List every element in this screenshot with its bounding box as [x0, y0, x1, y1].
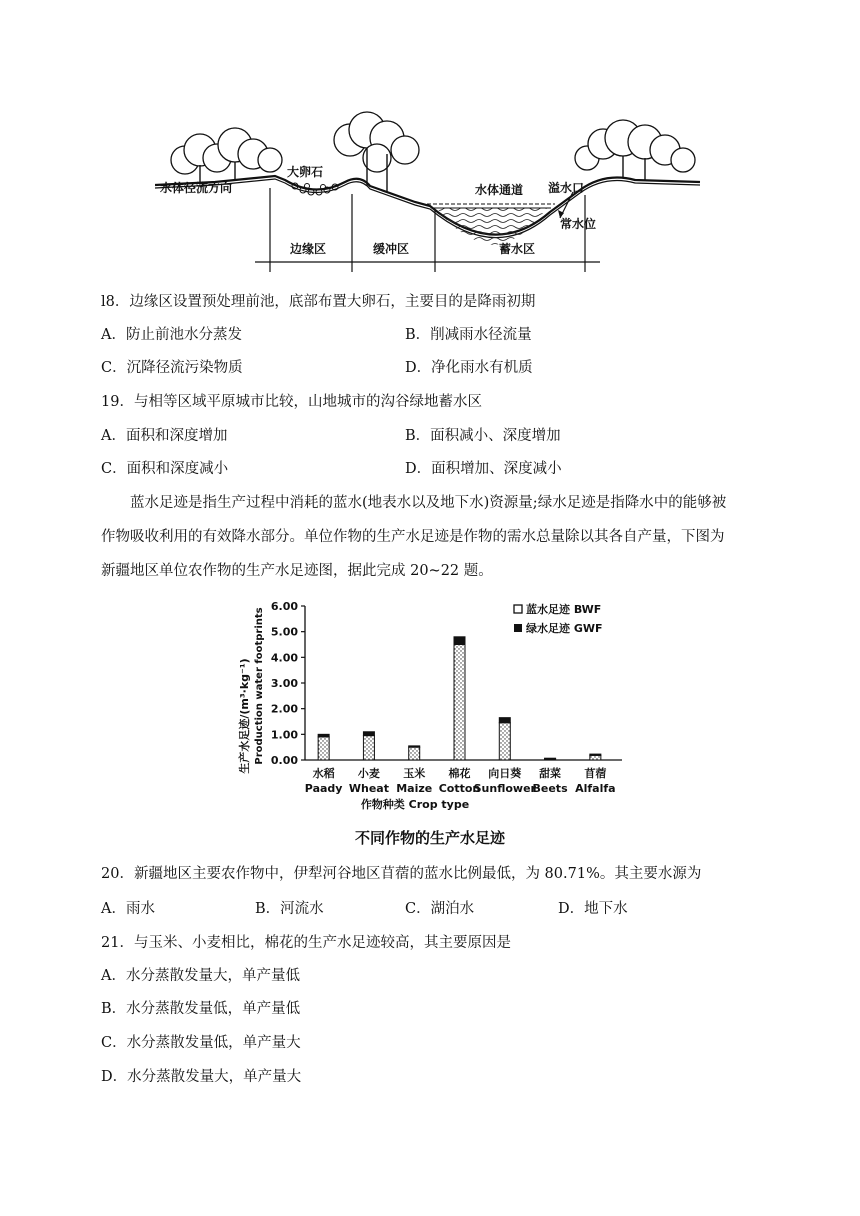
x-tick-label-cn: 水稻 [312, 767, 335, 780]
q19-option-d[interactable]: D．面积增加、深度减小 [405, 461, 562, 477]
x-tick-label-en: Maize [396, 782, 433, 795]
q20-option-a[interactable]: A．雨水 [101, 901, 155, 917]
zone-buffer-label: 缓冲区 [373, 242, 410, 256]
passage-line-3: 新疆地区单位农作物的生产水足迹图，据此完成 20~22 题。 [101, 563, 493, 579]
legend-swatch-gwf [514, 624, 522, 632]
y-tick-label: 0.00 [270, 754, 298, 767]
q20-stem: 20．新疆地区主要农作物中，伊犁河谷地区苜蓿的蓝水比例最低，为 80.71%。其主要水源为 [101, 866, 702, 882]
y-axis-label-en: Production water footprints [254, 607, 265, 765]
zone-edge-label: 边缘区 [290, 242, 327, 256]
bar-gwf-cotton [454, 637, 465, 645]
x-tick-label-en: Beets [532, 782, 568, 795]
x-tick-label-cn: 玉米 [403, 767, 426, 780]
q18-stem: l8．边缘区设置预处理前池，底部布置大卵石，主要目的是降雨初期 [101, 294, 536, 310]
bar-gwf-sunflower [499, 718, 510, 723]
x-tick-label-cn: 向日葵 [488, 767, 522, 780]
q18-option-d[interactable]: D．净化雨水有机质 [405, 360, 533, 376]
zone-dividers [255, 188, 600, 272]
q19-option-c[interactable]: C．面积和深度减小 [101, 461, 229, 477]
bar-gwf-alfalfa [590, 754, 601, 755]
overflow-label: 溢水口 [548, 181, 585, 195]
q19-option-b[interactable]: B．面积减小、深度增加 [405, 428, 561, 444]
x-tick-label-cn: 小麦 [357, 767, 380, 780]
q21-stem: 21．与玉米、小麦相比，棉花的生产水足迹较高，其主要原因是 [101, 935, 511, 951]
q20-option-c[interactable]: C．湖泊水 [405, 901, 475, 917]
x-tick-label-cn: 苜蓿 [584, 767, 607, 780]
q21-option-a[interactable]: A．水分蒸散发量大，单产量低 [101, 968, 300, 984]
bar-bwf-cotton [454, 645, 465, 761]
x-tick-label-en: Wheat [348, 782, 389, 795]
zone-storage-label: 蓄水区 [499, 242, 536, 256]
y-tick-label: 3.00 [270, 677, 298, 690]
q21-option-c[interactable]: C．水分蒸散发量低，单产量大 [101, 1035, 301, 1051]
bar-gwf-maize [409, 746, 420, 747]
ground-profile [155, 176, 700, 235]
x-tick-label-cn: 甜菜 [539, 767, 562, 780]
q19-option-a[interactable]: A．面积和深度增加 [101, 428, 228, 444]
x-axis-label: 作物种类 Crop type [360, 798, 470, 811]
bar-bwf-maize [409, 747, 420, 760]
y-tick-label: 5.00 [270, 625, 298, 639]
q18-option-a[interactable]: A．防止前池水分蒸发 [101, 327, 242, 343]
q21-option-b[interactable]: B．水分蒸散发量低，单产量低 [101, 1001, 301, 1017]
x-tick-label-cn: 棉花 [448, 767, 471, 780]
bar-bwf-sunflower [499, 723, 510, 760]
water-footprint-chart [230, 596, 630, 816]
q20-option-b[interactable]: B．河流水 [255, 901, 324, 917]
x-tick-label-en: Sunflower [473, 782, 536, 795]
bar-bwf-paady [318, 737, 329, 760]
y-tick-label: 4.00 [270, 651, 298, 665]
chart-legend [514, 602, 603, 635]
bar-gwf-paady [318, 734, 329, 737]
water-channel-label: 水体通道 [475, 183, 524, 197]
q21-option-d[interactable]: D．水分蒸散发量大，单产量大 [101, 1069, 302, 1085]
y-tick-label: 2.00 [270, 702, 298, 716]
bar-gwf-wheat [363, 732, 374, 736]
legend-swatch-bwf [514, 605, 522, 613]
x-tick-label-en: Cotton [438, 782, 481, 795]
storage-water [437, 208, 547, 245]
bar-bwf-alfalfa [590, 755, 601, 760]
q20-option-d[interactable]: D．地下水 [558, 901, 628, 917]
flow-direction-label: 水体径流方向 [160, 181, 233, 195]
legend-label-bwf: 蓝水足迹 BWF [526, 603, 602, 616]
y-tick-label: 6.00 [270, 600, 298, 613]
x-tick-label-en: Alfalfa [575, 782, 616, 795]
big-pebbles-label: 大卵石 [287, 165, 324, 179]
y-tick-label: 1.00 [270, 728, 298, 742]
green-space-cross-section-diagram [155, 110, 715, 280]
chart-title: 不同作物的生产水足迹 [354, 829, 505, 847]
bar-bwf-wheat [363, 736, 374, 760]
x-tick-label-en: Paady [304, 782, 343, 795]
normal-level-label: 常水位 [560, 217, 597, 231]
legend-label-gwf: 绿水足迹 GWF [526, 622, 603, 635]
y-axis-label-cn: 生产水足迹/(m³·kg⁻¹) [238, 658, 251, 774]
passage-line-1: 蓝水足迹是指生产过程中消耗的蓝水(地表水以及地下水)资源量;绿水足迹是指降水中的能够被 [130, 495, 727, 511]
trees-icon [171, 112, 695, 174]
bar-gwf-beets [545, 758, 556, 759]
q19-stem: 19．与相等区域平原城市比较，山地城市的沟谷绿地蓄水区 [101, 394, 482, 410]
q18-option-c[interactable]: C．沉降径流污染物质 [101, 360, 243, 376]
passage-line-2: 作物吸收利用的有效降水部分。单位作物的生产水足迹是作物的需水总量除以其各自产量，下图为 [101, 529, 725, 545]
q18-option-b[interactable]: B．削减雨水径流量 [405, 327, 532, 343]
